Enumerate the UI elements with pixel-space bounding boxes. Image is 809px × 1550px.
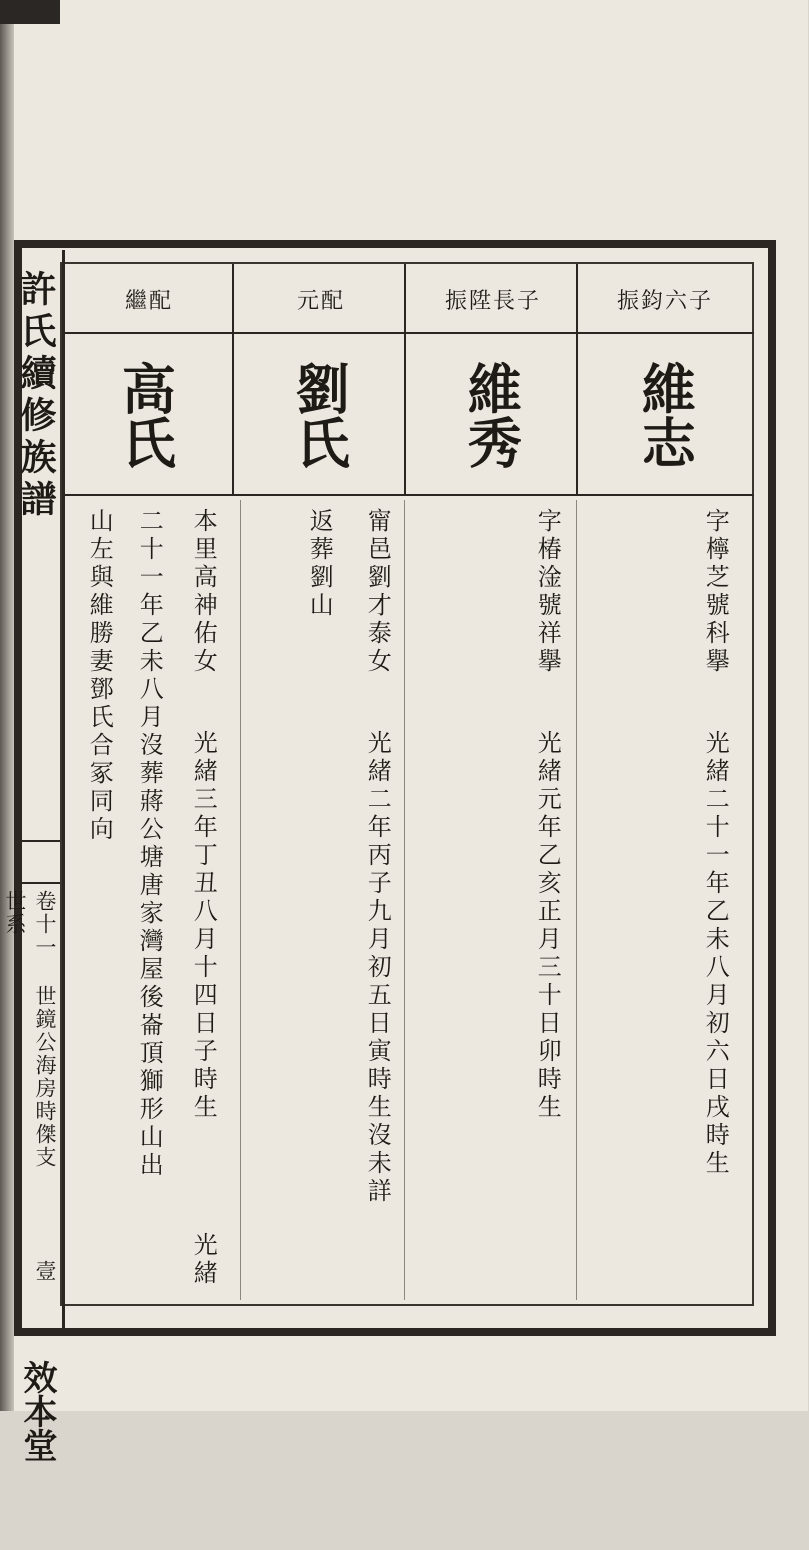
detail-line: 光緒三年丁丑八月十四日子時生: [189, 730, 218, 1122]
binding-edge: [0, 0, 14, 1411]
detail-line: 光緒元年乙亥正月三十日卯時生: [533, 730, 562, 1122]
name-divider: [62, 494, 754, 496]
spine-top: [0, 0, 60, 24]
person-name: 維秀: [459, 361, 524, 469]
detail-line: 光緒二年丙子九月初五日寅時生沒未詳: [363, 730, 392, 1206]
detail-line: 甯邑劉才泰女: [363, 508, 392, 676]
column-divider: [404, 264, 406, 494]
column-divider: [232, 264, 234, 494]
column-rule: [240, 500, 241, 1300]
margin-column: [3, 250, 65, 1462]
person-name: 高氏: [113, 361, 178, 469]
relation-label: 振陞長子: [444, 288, 541, 314]
page-number: 壹: [33, 1260, 57, 1281]
column-rule: [404, 500, 405, 1300]
detail-line: 光緒: [189, 1232, 218, 1288]
detail-line: 字檸芝號科擧: [701, 508, 730, 676]
book-title: 許氏續修族譜: [15, 270, 57, 522]
hall-name: 效本堂: [17, 1360, 57, 1462]
relation-label: 振鈞六子: [616, 288, 713, 314]
detail-line: 本里高神佑女: [189, 508, 218, 676]
relation-header: [410, 272, 576, 326]
relation-label: 繼配: [124, 288, 173, 314]
relation-header: [66, 272, 232, 326]
header-divider: [62, 332, 754, 334]
column-divider: [576, 264, 578, 494]
person-name: 維志: [633, 361, 698, 469]
volume-info: 卷十一 世鏡公海房時傑支世系: [3, 890, 57, 1169]
detail-line: 返葬劉山: [305, 508, 334, 620]
fish-tail-mark: [22, 840, 60, 884]
detail-line: 光緒二十一年乙未八月初六日戌時生: [701, 730, 730, 1178]
relation-label: 元配: [296, 288, 345, 314]
person-name: 劉氏: [287, 361, 352, 469]
detail-line: 字椿淦號祥擧: [533, 508, 562, 676]
detail-line: 山左與維勝妻鄧氏合冢同向: [85, 508, 114, 844]
column-rule: [576, 500, 577, 1300]
relation-header: [238, 272, 404, 326]
relation-header: [582, 272, 748, 326]
detail-line: 二十一年乙未八月沒葬蔣公塘唐家灣屋後崙頂獅形山出: [135, 508, 164, 1180]
